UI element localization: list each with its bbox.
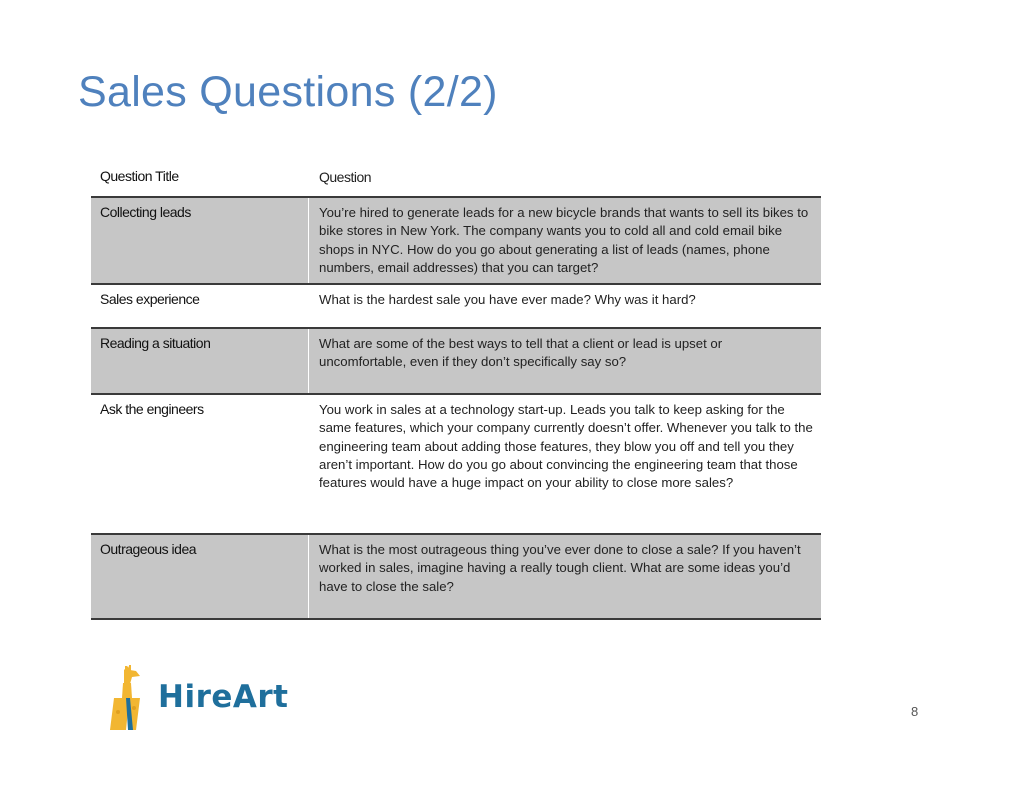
slide-title: Sales Questions (2/2): [78, 68, 498, 116]
row-question: You work in sales at a technology start-up. Leads you talk to keep asking for the same features, which your company currently doesn’t offer. Whenever you talk to the engineering team about adding those features, they blow you off and tell you they aren’t important. How do you go about convincing the engineering team that those features would have a huge impact on your ability to close more sales?: [308, 395, 821, 533]
header-question: Question: [308, 158, 821, 196]
table-header-row: [91, 158, 821, 198]
row-question: What is the hardest sale you have ever made? Why was it hard?: [308, 285, 821, 327]
logo-text: HireArt: [158, 679, 289, 715]
table-row: [91, 329, 821, 395]
table-row: [91, 395, 821, 535]
row-question: What is the most outrageous thing you’ve ever done to close a sale? If you haven’t worked in sales, imagine having a really tough client. What are some ideas you’d have to close the sale?: [308, 535, 821, 618]
questions-table: [91, 158, 821, 620]
table-row: [91, 285, 821, 329]
header-question-title: Question Title: [100, 168, 179, 184]
row-title: Ask the engineers: [100, 401, 204, 417]
row-title: Collecting leads: [100, 204, 191, 220]
table-row: [91, 535, 821, 620]
page-number: 8: [911, 704, 919, 719]
row-question: What are some of the best ways to tell that a client or lead is upset or uncomfortable, even if they don’t specifically say so?: [308, 329, 821, 393]
row-title: Outrageous idea: [100, 541, 197, 557]
hireart-logo: [106, 664, 288, 730]
table-row: [91, 198, 821, 285]
giraffe-logo-icon: [106, 664, 152, 730]
row-title: Reading a situation: [100, 335, 211, 351]
row-title: Sales experience: [100, 291, 200, 307]
row-question: You’re hired to generate leads for a new bicycle brands that wants to sell its bikes to bike stores in New York. The company wants you to cold all and cold email bike shops in NYC. How do you go about generating a list of leads (names, phone numbers, email addresses) that you can target?: [308, 198, 821, 283]
